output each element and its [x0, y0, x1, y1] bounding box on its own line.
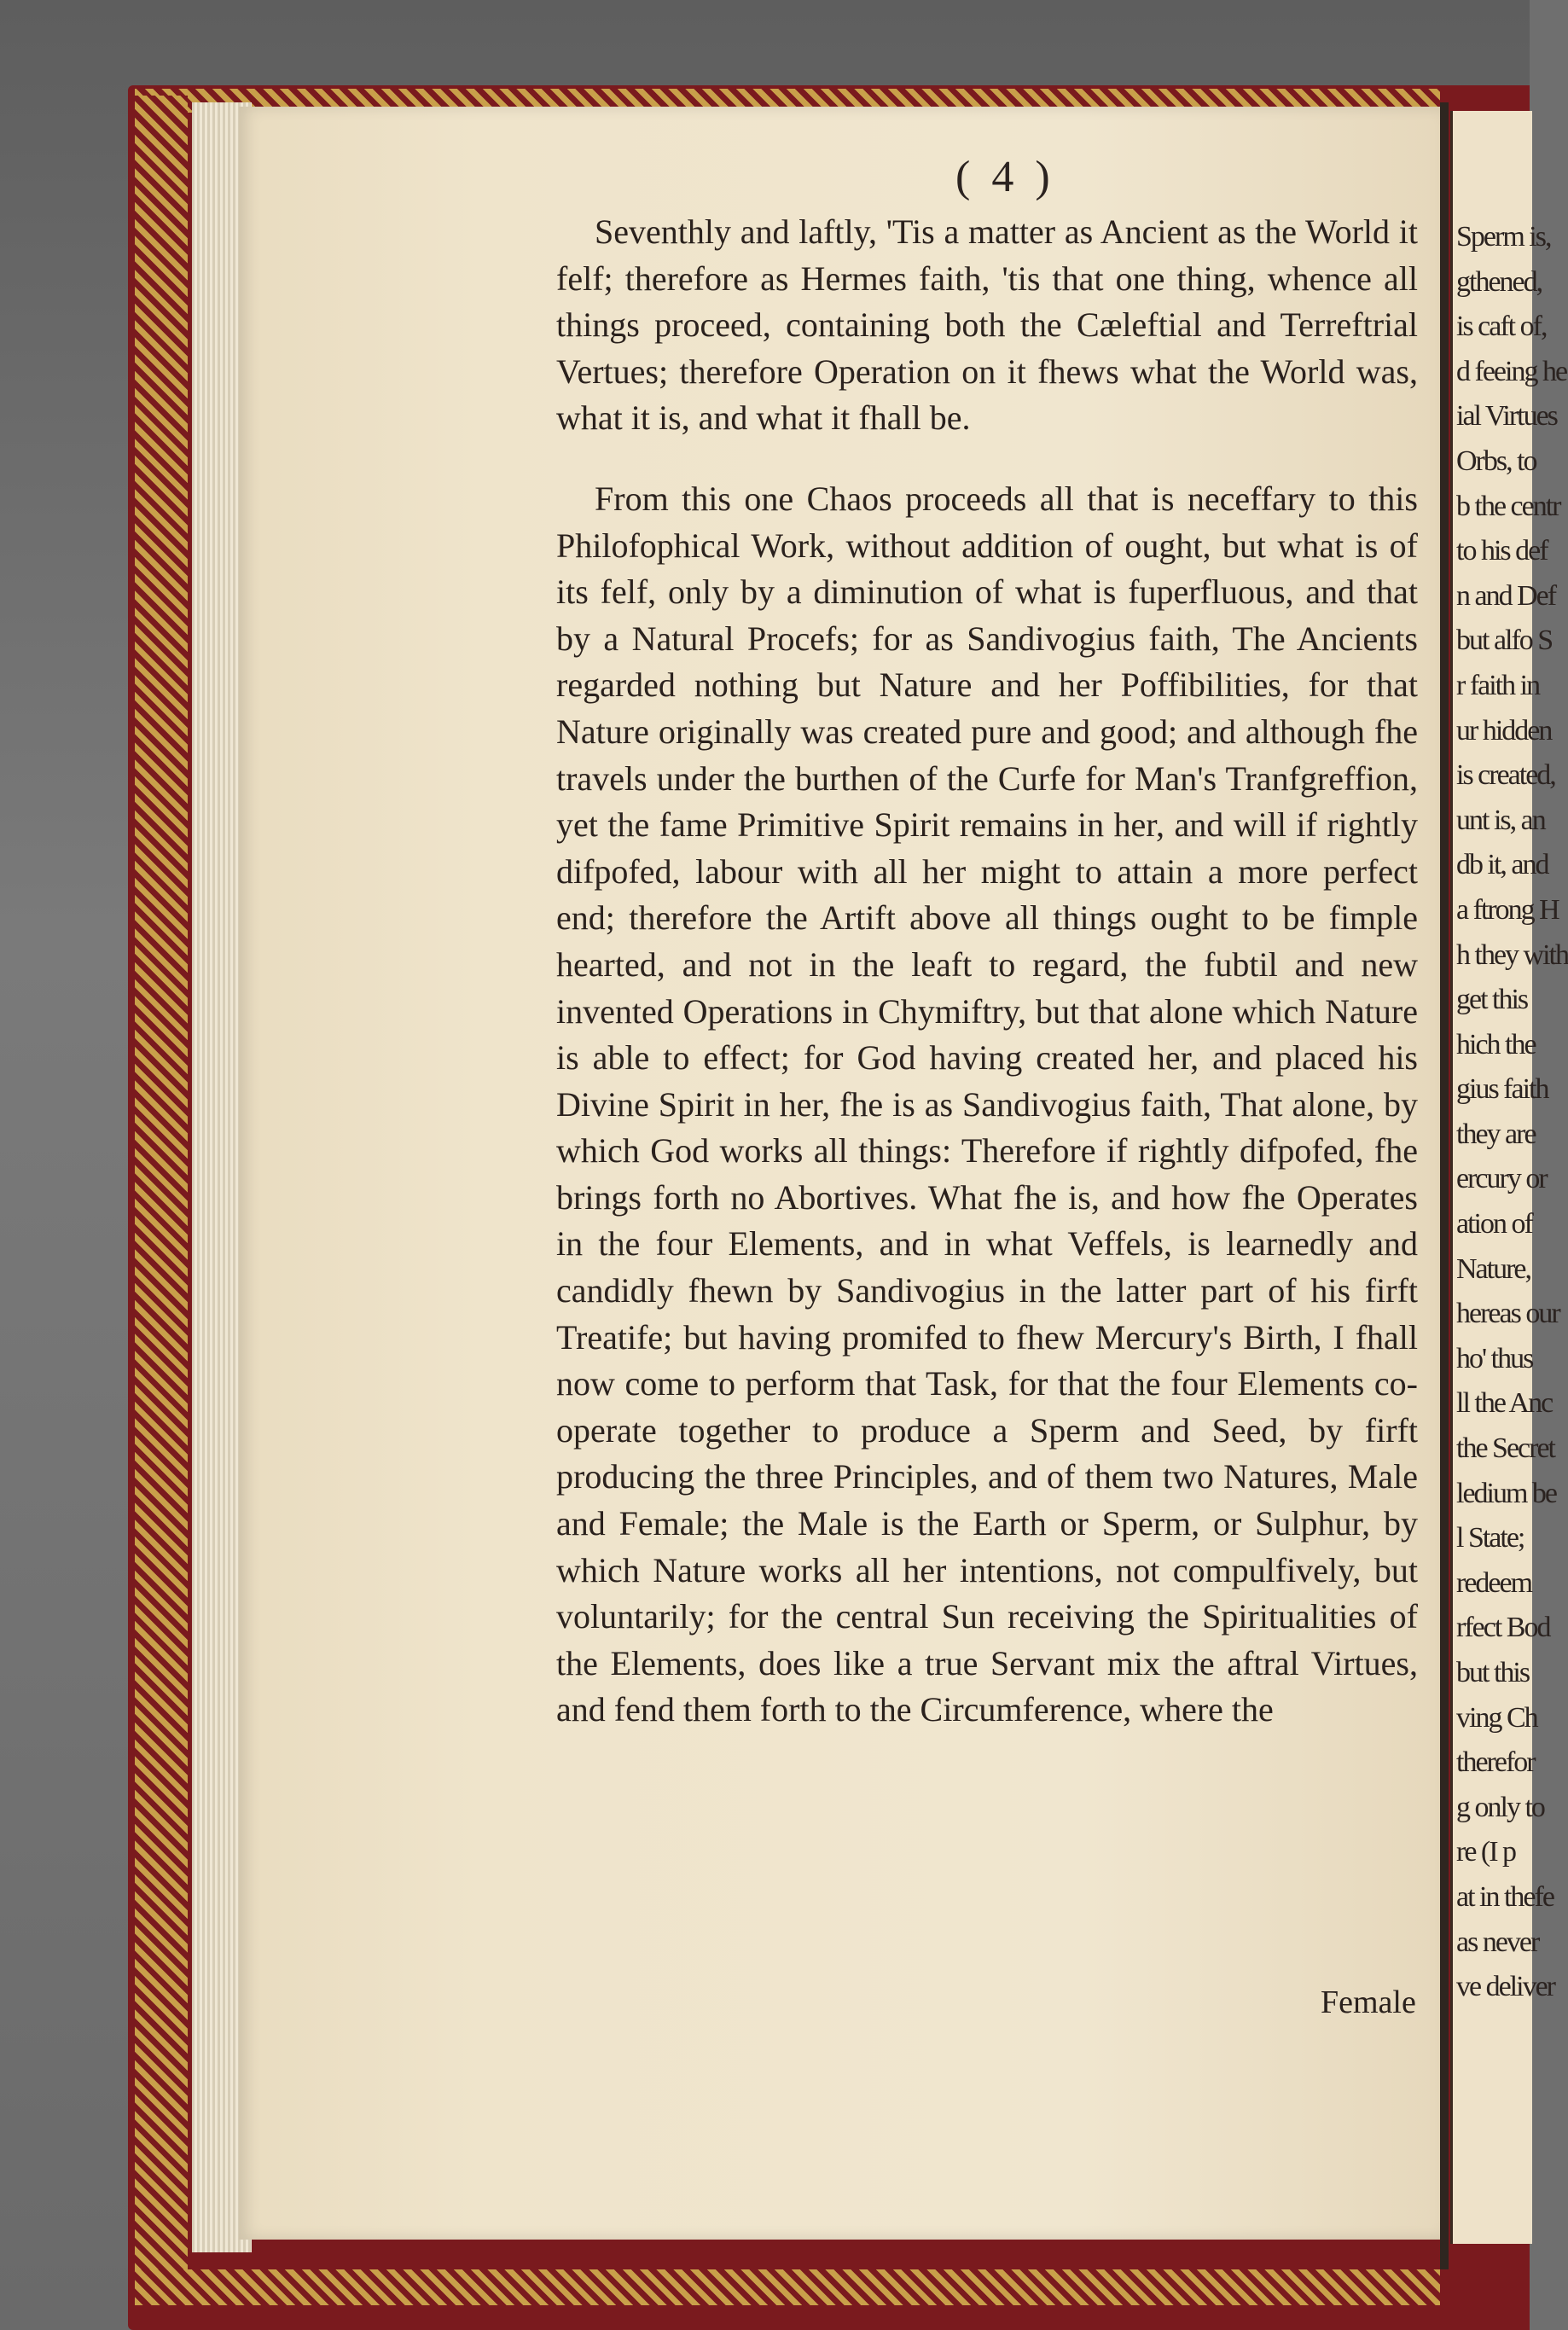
paragraph-1: Seventhly and laftly, 'Tis a matter as Ancient as the World it felf; therefore as Hermes faith, 'tis that one thing, whence all things proceed, containing both the Cæleftial and Terreftrial Vertues; therefore Operation on it fhews what the World was, what it is, and what it fhall be.	[556, 212, 1418, 438]
page-gutter	[1440, 102, 1449, 2269]
catchword: Female	[1321, 1984, 1416, 2020]
page-text	[556, 209, 1418, 1734]
gilt-border-bottom	[135, 2269, 1440, 2305]
page-number: ( 4 )	[955, 153, 1055, 201]
facing-page-text: Sperm is, gthened, is caft of, d feeing he ial Virtues Orbs, to b the centr to his def n and Def but alfo S r faith in ur hidden is created, unt is, an db it, and a ftrong H h they with get this hich the gius faith they are ercury or ation of Nature, hereas our ho' thus ll the Anc the Secret ledium be l State; redeem rfect Bod but this ving Ch therefor g only to re (I p at in thefe as never ve deliver	[1456, 221, 1568, 2003]
gilt-border-left	[135, 96, 188, 2288]
facing-page	[1450, 111, 1568, 2244]
paragraph-2: From this one Chaos proceeds all that is neceffary to this Philofophical Work, without addition of ought, but what is of its felf, only by a diminution of what is fuperfluous, and that by a Natural Procefs; for as Sandivogius faith, The Ancients regarded nothing but Nature and her Poffibilities, for that Nature originally was created pure and good; and although fhe travels under the burthen of the Curfe for Man's Tranfgreffion, yet the fame Primitive Spirit remains in her, and will if rightly difpofed, labour with all her might to attain a more perfect end; therefore the Artift above all things ought to be fimple hearted, and not in the leaft to regard, the fubtil and new invented Operations in Chymiftry, but that alone which Nature is able to effect; for God having created her, and placed his Divine Spirit in her, fhe is as Sandivogius faith, That alone, by which God works all things: Therefore if rightly difpofed, fhe brings forth no Abortives. What fhe is, and how fhe Operates in the four Elements, and in what Veffels, is learnedly and candidly fhewn by Sandivogius in the latter part of his firft Treatife; but having promifed to fhew Mercury's Birth, I fhall now come to perform that Task, for that the four Elements co-operate together to produce a Sperm and Seed, by firft producing the three Principles, and of them two Natures, Male and Female; the Male is the Earth or Sperm, or Sulphur, by which Nature works all her intentions, not compulfively, but voluntarily; for the central Sun receiving the Spiritualities of the Elements, does like a true Servant mix the aftral Virtues, and fend them forth to the Circumference, where the	[556, 479, 1418, 1729]
